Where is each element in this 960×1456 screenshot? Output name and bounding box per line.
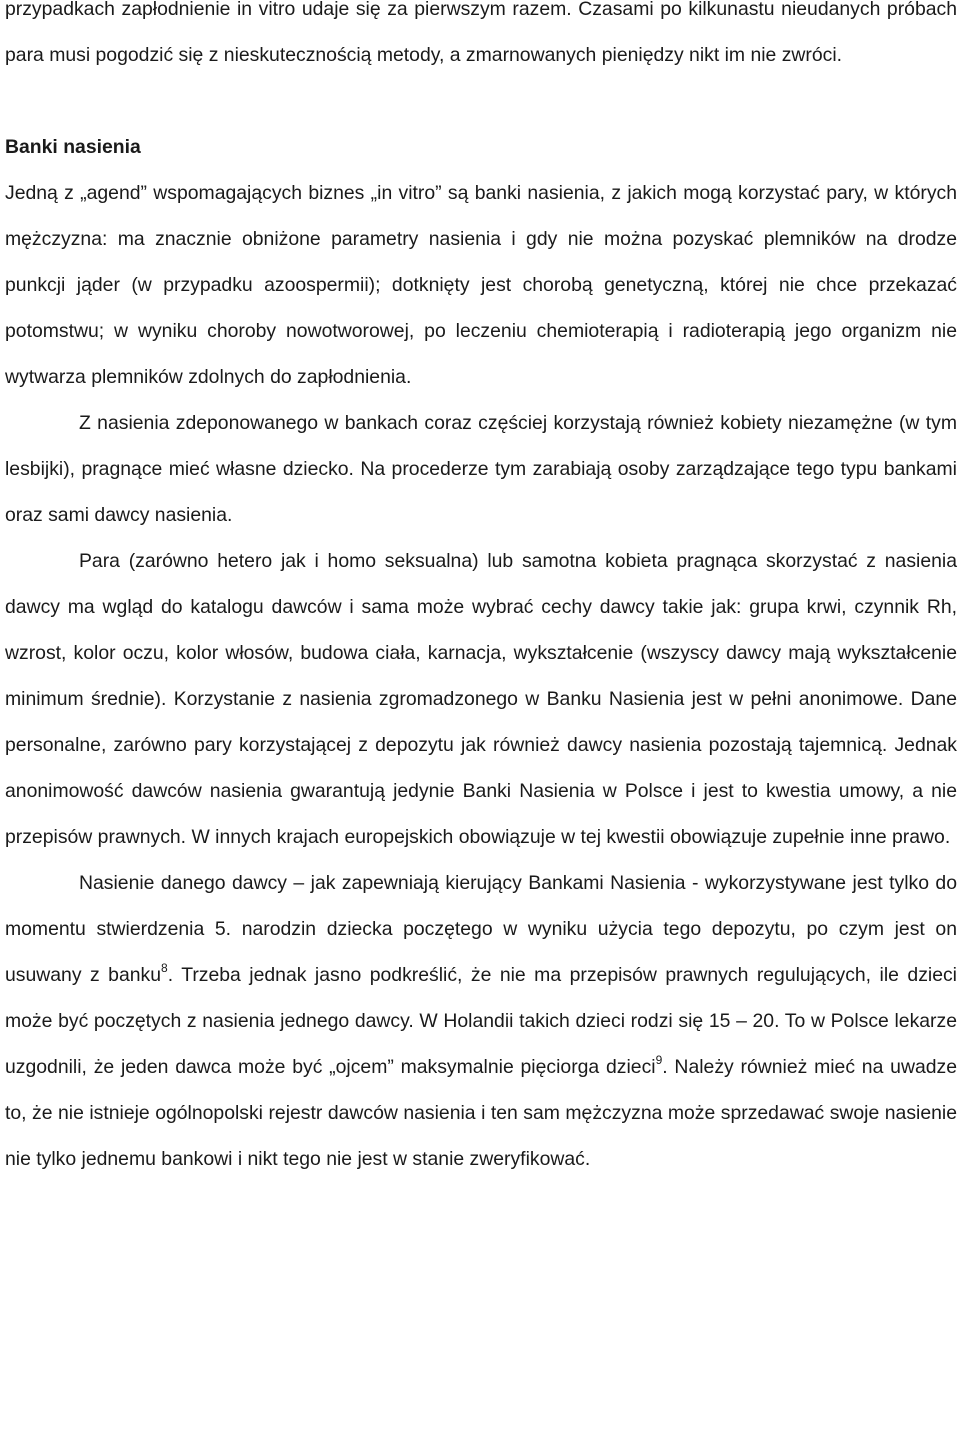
paragraph-1: Jedną z „agend” wspomagających biznes „in vitro” są banki nasienia, z jakich mogą korzystać pary, w których mężczyzna: ma znacznie obniżone parametry nasienia i gdy nie można pozyskać plemników na drodze punkcji jąder (w przypadku azoospermii); dotknięty jest chorobą genetyczną, której nie chce przekazać potomstwu; w wyniku choroby nowotworowej, po leczeniu chemioterapią i radioterapią jego organizm nie wytwarza plemników zdolnych do zapłodnienia. — [5, 182, 957, 388]
paragraph-4-text-3: . Należy również mieć na uwadze to, że nie istnieje ogólnopolski rejestr dawców nasienia i ten sam mężczyzna może sprzedawać swoje nasienie nie tylko jednemu bankowi i nikt tego nie jest w stanie zweryfikować. — [5, 1056, 957, 1170]
paragraph-2: Z nasienia zdeponowanego w bankach coraz częściej korzystają również kobiety niezamężne (w tym lesbijki), pragnące mieć własne dziecko. Na procederze tym zarabiają osoby zarządzające tego typu bankami oraz sami dawcy nasienia. — [5, 412, 957, 526]
footnote-ref-9: 9 — [655, 1053, 663, 1067]
paragraph-3: Para (zarówno hetero jak i homo seksualna) lub samotna kobieta pragnąca skorzystać z nasienia dawcy ma wgląd do katalogu dawców i sama może wybrać cechy dawcy takie jak: grupa krwi, czynnik Rh, wzrost, kolor oczu, kolor włosów, budowa ciała, karnacja, wykształcenie (wszyscy dawcy mają wykształcenie minimum średnie). Korzystanie z nasienia zgromadzonego w Banku Nasienia jest w pełni anonimowe. Dane personalne, zarówno pary korzystającej z depozytu jak również dawcy nasienia pozostają tajemnicą. Jednak anonimowość dawców nasienia gwarantują jedynie Banki Nasienia w Polsce i jest to kwestia umowy, a nie przepisów prawnych. W innych krajach europejskich obowiązuje w tej kwestii obowiązuje zupełnie inne prawo. — [5, 550, 957, 848]
paragraph-4-text-2: . Trzeba jednak jasno podkreślić, że nie ma przepisów prawnych regulujących, ile dzieci może być poczętych z nasienia jednego dawcy. W Holandii takich dzieci rodzi się 15 – 20. To w Polsce lekarze uzgodnili, że jeden dawca może być „ojcem” maksymalnie pięciorga dzieci — [5, 964, 957, 1078]
paragraph-4 — [5, 860, 957, 1182]
section-heading: Banki nasienia — [5, 136, 141, 158]
document-page — [5, 0, 957, 1182]
paragraph-4-text-1: Nasienie danego dawcy – jak zapewniają kierujący Bankami Nasienia - wykorzystywane jest tylko do momentu stwierdzenia 5. narodzin dziecka poczętego w wyniku użycia tego depozytu, po czym jest on usuwany z banku — [5, 872, 957, 986]
footnote-ref-8: 8 — [161, 961, 168, 975]
intro-paragraph: przypadkach zapłodnienie in vitro udaje się za pierwszym razem. Czasami po kilkunastu nieudanych próbach para musi pogodzić się z nieskutecznością metody, a zmarnowanych pieniędzy nikt im nie zwróci. — [5, 0, 957, 66]
